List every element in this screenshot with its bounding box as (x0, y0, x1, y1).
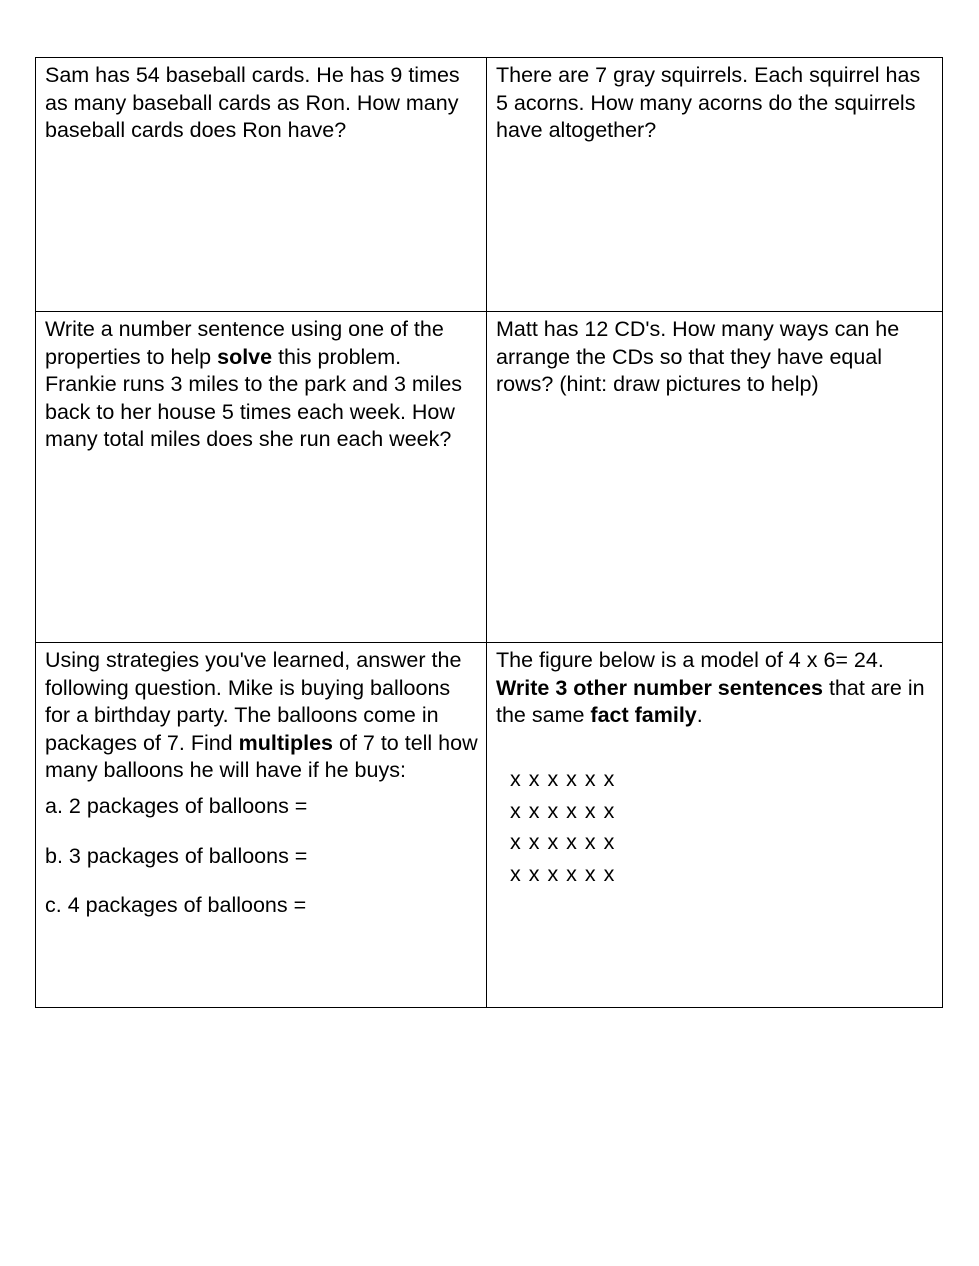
properties-story-text: Frankie runs 3 miles to the park and 3 miles back to her house 5 times each week. How many total miles does she run each week? (45, 372, 463, 452)
balloons-item-b: b. 3 packages of balloons = (45, 843, 308, 868)
balloons-instruction-bold: multiples (238, 730, 334, 755)
array-model-row: x x x x x x (510, 766, 615, 791)
cds-problem-cell (487, 312, 943, 643)
array-model-row: x x x x x x (510, 798, 615, 823)
fact-family-problem-cell (487, 643, 943, 1008)
properties-problem-cell (36, 312, 487, 643)
array-model-row: x x x x x x (510, 830, 615, 855)
array-model (496, 764, 934, 891)
fact-family-instruction-bold-1: Write 3 other number sentences (496, 675, 823, 700)
fact-family-instruction (496, 675, 934, 730)
properties-instruction (45, 316, 478, 371)
balloons-instruction (45, 647, 478, 785)
fact-family-instruction-end: . (696, 703, 703, 728)
worksheet-table (35, 57, 943, 1008)
properties-instruction-start: Write a number sentence using one of the properties to help (45, 317, 444, 369)
balloons-instruction-end: of 7 to tell how many balloons he will have if he buys: (45, 730, 478, 783)
array-model-row: x x x x x x (510, 862, 615, 887)
cds-problem-text: Matt has 12 CD's. How many ways can he arrange the CDs so that they have equal rows? (hint: draw pictures to help) (496, 317, 900, 397)
worksheet-row (36, 643, 943, 1008)
properties-instruction-end: this problem. (272, 344, 402, 369)
balloons-problem-cell (36, 643, 487, 1008)
squirrels-problem-text: There are 7 gray squirrels. Each squirrel has 5 acorns. How many acorns do the squirrels have altogether? (496, 63, 921, 143)
fact-family-instruction-mid: that are in the same (496, 675, 925, 728)
worksheet-row (36, 312, 943, 643)
worksheet-row (36, 58, 943, 312)
balloons-instruction-start: Using strategies you've learned, answer the following question. Mike is buying balloons for a birthday party. The balloons come in packages of 7. Find (45, 648, 462, 755)
baseball-problem-text: Sam has 54 baseball cards. He has 9 times as many baseball cards as Ron. How many baseball cards does Ron have? (45, 63, 460, 143)
squirrels-problem-cell (487, 58, 943, 312)
fact-family-model-sentence: The figure below is a model of 4 x 6= 24. (496, 648, 884, 672)
fact-family-instruction-bold-2: fact family (590, 703, 697, 728)
balloons-item-a: a. 2 packages of balloons = (45, 793, 308, 818)
properties-instruction-bold: solve (217, 344, 273, 369)
baseball-problem-cell (36, 58, 487, 312)
balloons-item-c: c. 4 packages of balloons = (45, 893, 307, 918)
